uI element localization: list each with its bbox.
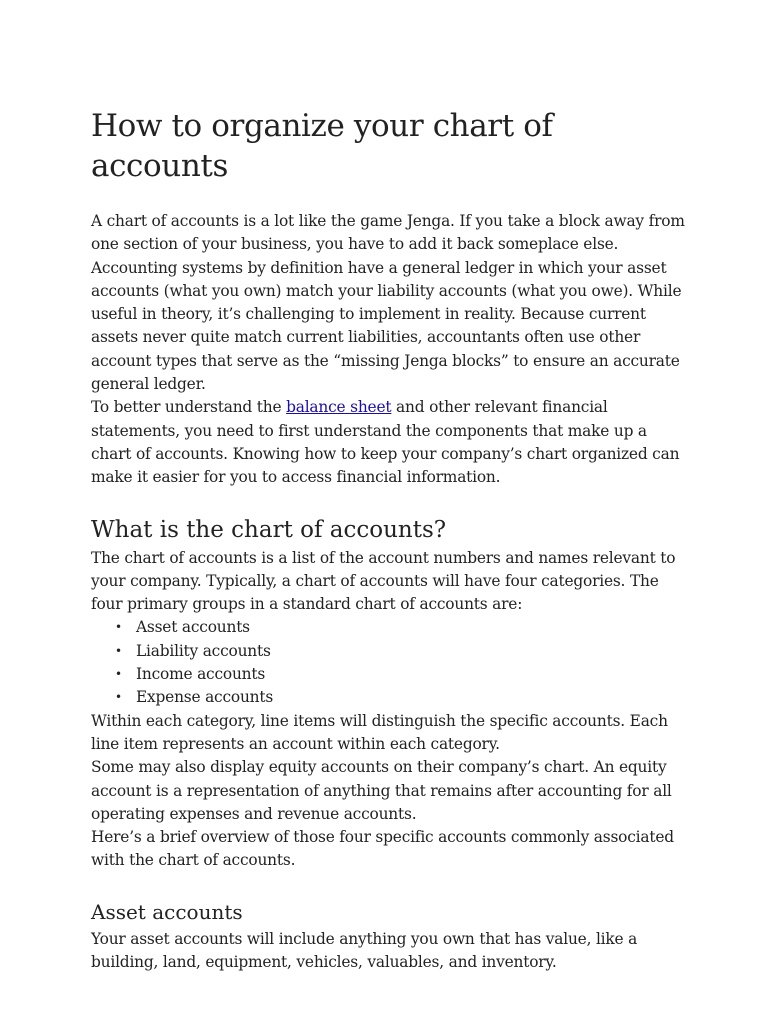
document-page	[91, 106, 691, 974]
list-item	[115, 640, 691, 663]
intro-text-after-link: and other relevant financial statements, you need to first understand the components that make up a chart of accounts. Knowing how to keep your company’s chart organized can make it easier for you to access financial information.	[91, 398, 680, 487]
bullet-icon: •	[115, 667, 122, 682]
section1-paragraph-4: Here’s a brief overview of those four specific accounts commonly associated with the chart of accounts.	[91, 828, 674, 870]
section2-paragraph-1: Your asset accounts will include anything you own that has value, like a building, land, equipment, vehicles, valuables, and inventory.	[91, 929, 638, 972]
section1-paragraph-2: Within each category, line items will distinguish the specific accounts. Each line item represents an account within each category.	[91, 711, 668, 753]
list-item-label: Expense accounts	[136, 688, 274, 707]
list-item-label: Income accounts	[136, 665, 266, 684]
intro-paragraph-1: A chart of accounts is a lot like the game Jenga. If you take a block away from one section of your business, you have to add it back someplace else. Accounting systems by definition have a general ledger in which your asset accounts (what you own) match your liability accounts (what you owe). While useful in theory, it’s challenging to implement in reality. Because current assets never quite match current liabilities, accountants often use other account types that serve as the “missing Jenga blocks” to ensure an accurate general ledger.	[91, 212, 685, 394]
list-item	[115, 686, 691, 709]
section-heading-asset-accounts: Asset accounts	[91, 899, 243, 924]
bullet-icon: •	[115, 620, 122, 635]
list-item	[115, 663, 691, 686]
list-item-label: Liability accounts	[136, 641, 271, 660]
list-item	[115, 616, 691, 639]
intro-text-before-link: To better understand the	[91, 398, 287, 417]
balance-sheet-link[interactable]: balance sheet	[286, 398, 392, 417]
intro-paragraph-2	[91, 396, 691, 489]
page-title: How to organize your chart of accounts	[91, 108, 553, 184]
section1-paragraph-1: The chart of accounts is a list of the account numbers and names relevant to your company. Typically, a chart of accounts will have four categories. The four primary groups in a standard chart of accounts are:	[91, 548, 676, 614]
bullet-icon: •	[115, 690, 122, 705]
section1-paragraph-3: Some may also display equity accounts on their company’s chart. An equity account is a representation of anything that remains after accounting for all operating expenses and revenue accounts.	[91, 758, 672, 823]
list-item-label: Asset accounts	[136, 618, 250, 637]
bullet-icon: •	[115, 643, 122, 658]
section-heading-what-is-chart: What is the chart of accounts?	[91, 516, 447, 543]
account-categories-list	[91, 616, 691, 709]
